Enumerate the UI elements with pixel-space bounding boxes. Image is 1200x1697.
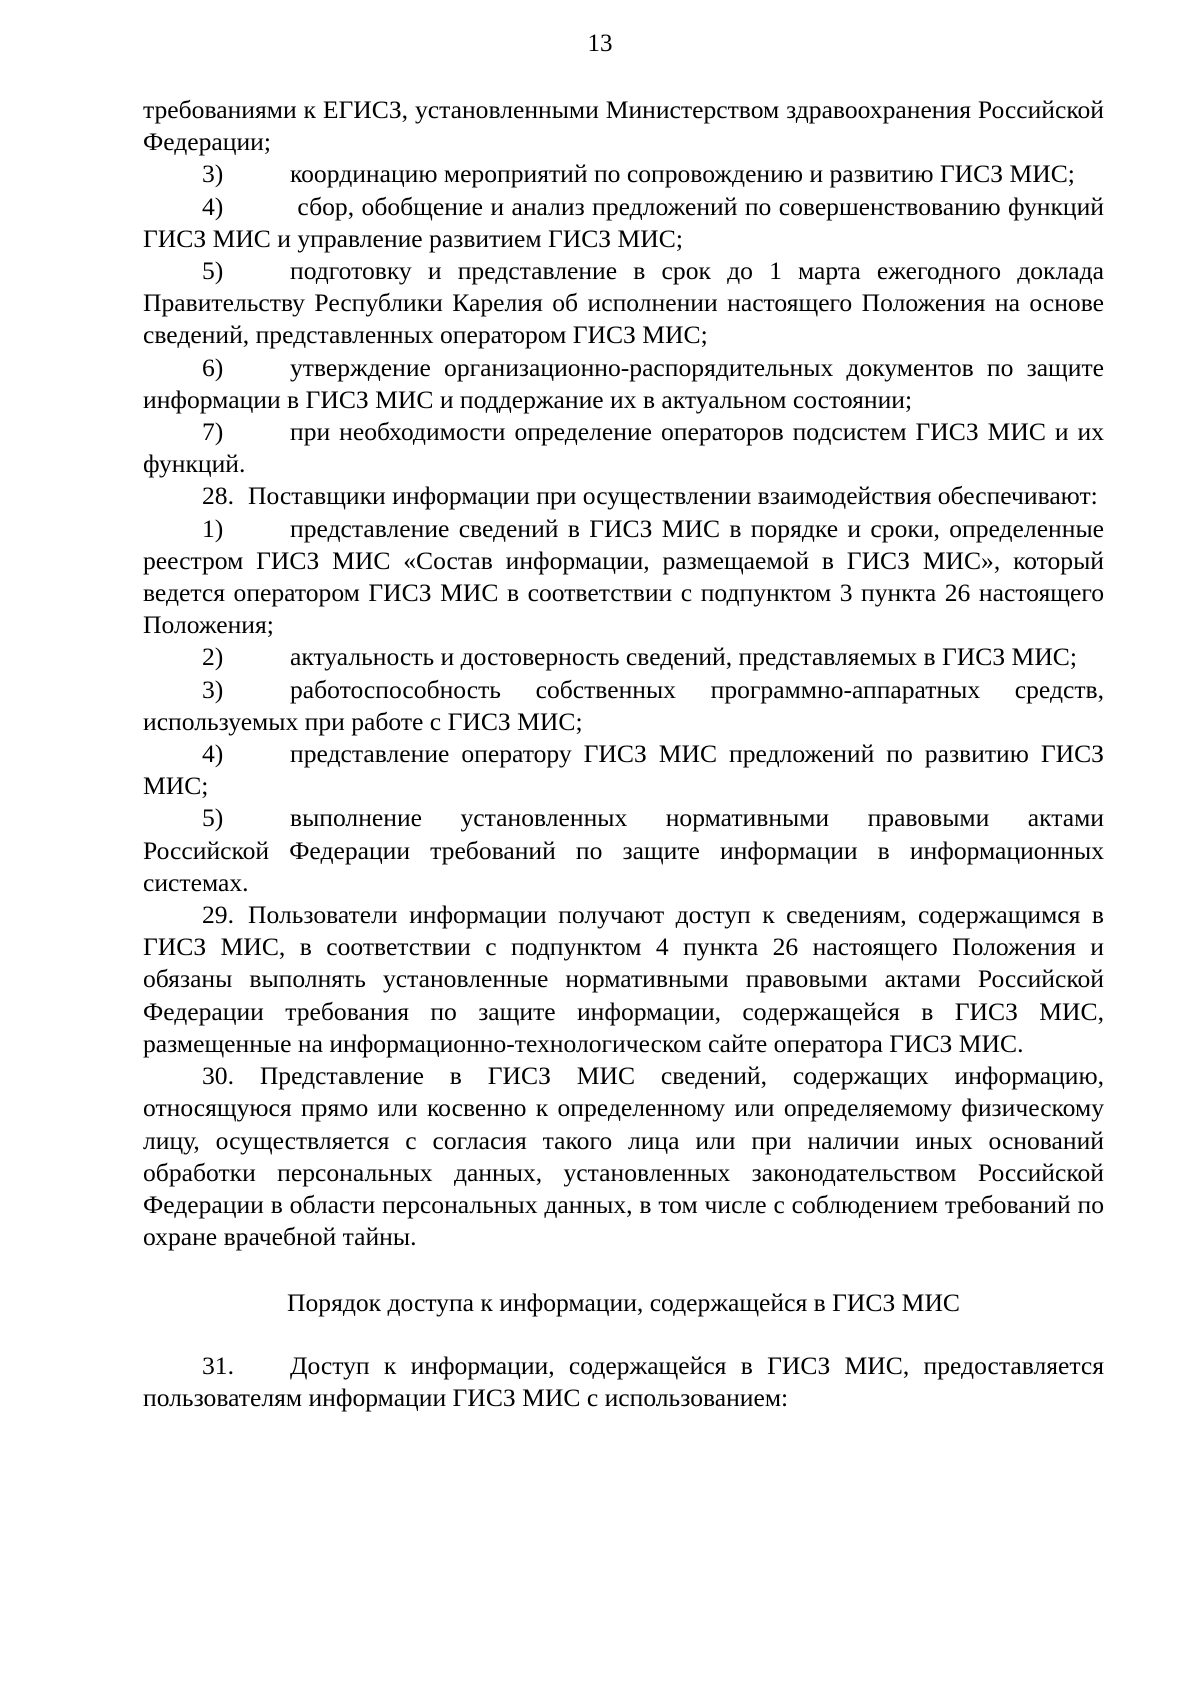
section-heading: Порядок доступа к информации, содержащейся в ГИСЗ МИС	[287, 1288, 960, 1318]
list-item-text: при необходимости определение операторов подсистем ГИСЗ МИС и их функций.	[143, 417, 1104, 479]
list-item-5b	[143, 802, 1104, 899]
list-number: 1)	[202, 513, 224, 543]
list-number: 3)	[202, 674, 224, 704]
list-number: 6)	[202, 352, 224, 382]
list-item-7	[143, 416, 1104, 480]
paragraph-continuation: требованиями к ЕГИСЗ, установленными Министерством здравоохранения Российской Федерации;	[143, 95, 1104, 157]
clause-28	[143, 480, 1104, 512]
list-item-4b	[143, 738, 1104, 802]
clause-29	[143, 899, 1104, 1060]
list-item-4	[143, 191, 1104, 255]
list-item-text: представление оператору ГИСЗ МИС предложений по развитию ГИСЗ МИС;	[143, 739, 1104, 801]
clause-30: 30. Представление в ГИСЗ МИС сведений, содержащих информацию, относящуюся прямо или косвенно к определенному или определяемому физическому лицу, осуществляется с согласия такого лица или при наличии иных оснований обработки персональных данных, установленных законодательством Российской Федерации в области персональных данных, в том числе с соблюдением требований по охране врачебной тайны.	[143, 1061, 1104, 1252]
list-number: 2)	[202, 642, 224, 672]
list-item-text: координацию мероприятий по сопровождению и развитию ГИСЗ МИС;	[290, 159, 1075, 189]
clause-number: 29.	[202, 900, 234, 930]
clause-number: 28.	[202, 481, 234, 511]
clause-text: Пользователи информации получают доступ к сведениям, содержащимся в ГИСЗ МИС, в соответствии с подпунктом 4 пункта 26 настоящего Положения и обязаны выполнять установленные нормативными правовыми актами Российской Федерации требования по защите информации, содержащейся в ГИСЗ МИС, размещенные на информационно-технологическом сайте оператора ГИСЗ МИС.	[143, 900, 1104, 1058]
list-item-3	[143, 158, 1104, 190]
list-number: 4)	[202, 739, 224, 769]
list-number: 5)	[202, 803, 224, 833]
list-item-text: сбор, обобщение и анализ предложений по совершенствованию функций ГИСЗ МИС и управление развитием ГИСЗ МИС;	[143, 191, 1104, 253]
list-number: 4)	[202, 191, 224, 221]
list-item-3b	[143, 674, 1104, 738]
list-item-6	[143, 352, 1104, 416]
clause-31	[143, 1350, 1104, 1414]
list-item-text: актуальность и достоверность сведений, представляемых в ГИСЗ МИС;	[290, 642, 1077, 672]
list-item-1	[143, 513, 1104, 642]
list-number: 7)	[202, 417, 224, 447]
list-item-5	[143, 255, 1104, 352]
clause-text: Поставщики информации при осуществлении взаимодействия обеспечивают:	[248, 481, 1098, 511]
list-number: 5)	[202, 256, 224, 286]
page-number: 13	[587, 30, 613, 57]
list-item-text: представление сведений в ГИСЗ МИС в порядке и сроки, определенные реестром ГИСЗ МИС «Состав информации, размещаемой в ГИСЗ МИС», который ведется оператором ГИСЗ МИС в соответствии с подпунктом 3 пункта 26 настоящего Положения;	[143, 513, 1104, 640]
list-item-text: утверждение организационно-распорядительных документов по защите информации в ГИСЗ МИС и поддержание их в актуальном состоянии;	[143, 352, 1104, 414]
clause-text: Доступ к информации, содержащейся в ГИСЗ МИС, предоставляется пользователям информации ГИСЗ МИС с использованием:	[143, 1350, 1104, 1412]
list-item-text: работоспособность собственных программно-аппаратных средств, используемых при работе с ГИСЗ МИС;	[143, 674, 1104, 736]
document-body	[143, 94, 1104, 1414]
list-item-text: выполнение установленных нормативными правовыми актами Российской Федерации требований по защите информации в информационных системах.	[143, 803, 1104, 897]
list-item-2	[143, 641, 1104, 673]
list-number: 3)	[202, 159, 224, 189]
list-item-text: подготовку и представление в срок до 1 марта ежегодного доклада Правительству Республики Карелия об исполнении настоящего Положения на основе сведений, представленных оператором ГИСЗ МИС;	[143, 256, 1104, 350]
clause-number: 31.	[202, 1350, 234, 1380]
